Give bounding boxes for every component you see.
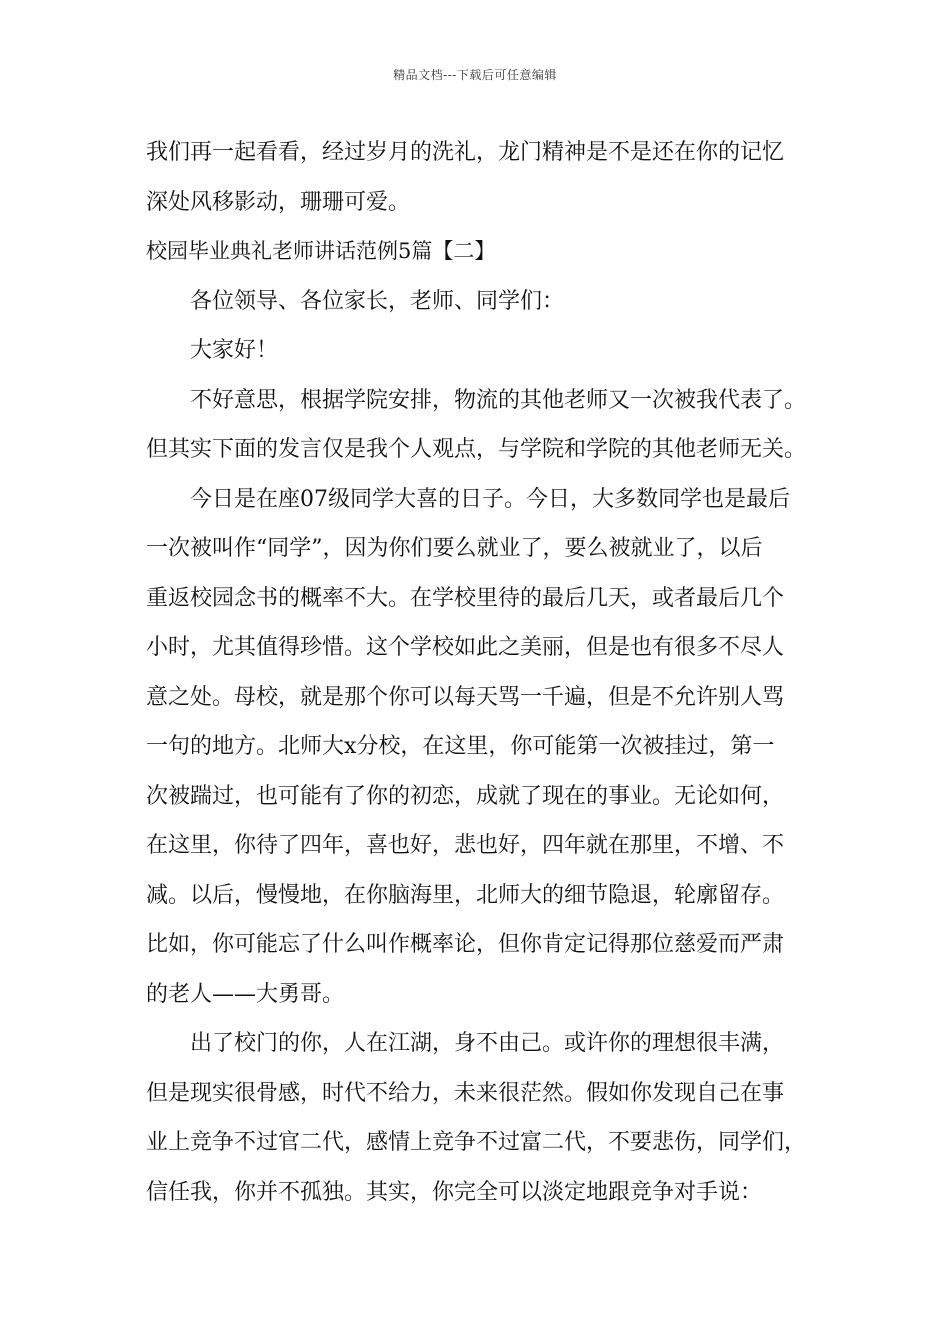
text-line: 的老人——大勇哥。 [146,981,345,1007]
section-heading: 校园毕业典礼老师讲话范例5篇【二】 [146,239,496,263]
text-line: 我们再一起看看，经过岁月的洗礼，龙门精神是不是还在你的记忆 [146,140,785,165]
paragraph-start-line: 今日是在座07级同学大喜的日子。今日，大多数同学也是最后 [190,486,790,512]
text-line: 但其实下面的发言仅是我个人观点，与学院和学院的其他老师无关。 [146,437,807,462]
greeting-line: 大家好！ [190,338,279,363]
text-line: 一句的地方。北师大x分校，在这里，你可能第一次被挂过，第一 [146,734,775,759]
document-body [146,128,826,1217]
paragraph-start-line: 出了校门的你，人在江湖，身不由己。或许你的理想很丰满， [190,1031,785,1056]
text-line: 在这里，你待了四年，喜也好，悲也好，四年就在那里，不增、不 [146,833,785,858]
paragraph-start-line: 不好意思，根据学院安排，物流的其他老师又一次被我代表了。 [190,387,807,413]
text-line: 信任我，你并不孤独。其实，你完全可以淡定地跟竞争对手说： [146,1179,763,1205]
text-line: 一次被叫作“同学”，因为你们要么就业了，要么被就业了，以后 [146,536,763,561]
text-line: 小时，尤其值得珍惜。这个学校如此之美丽，但是也有很多不尽人 [146,635,785,660]
text-line: 重返校园念书的概率不大。在学校里待的最后几天，或者最后几个 [146,585,785,611]
page-header: 精品文档---下载后可任意编辑 [393,68,557,82]
salutation-line: 各位领导、各位家长，老师、同学们： [190,288,565,314]
text-line: 深处风移影动，珊珊可爱。 [146,189,411,215]
text-line: 但是现实很骨感，时代不给力，未来很茫然。假如你发现自己在事 [146,1080,785,1106]
text-line: 业上竞争不过官二代，感情上竞争不过富二代，不要悲伤，同学们， [146,1130,807,1155]
text-line: 意之处。母校，就是那个你可以每天骂一千遍，但是不允许别人骂 [146,684,785,710]
text-line: 比如，你可能忘了什么叫作概率论，但你肯定记得那位慈爱而严肃 [146,932,785,957]
text-line: 次被踹过，也可能有了你的初恋，成就了现在的事业。无论如何， [146,783,785,809]
text-line: 减。以后，慢慢地，在你脑海里，北师大的细节隐退，轮廓留存。 [146,882,785,908]
